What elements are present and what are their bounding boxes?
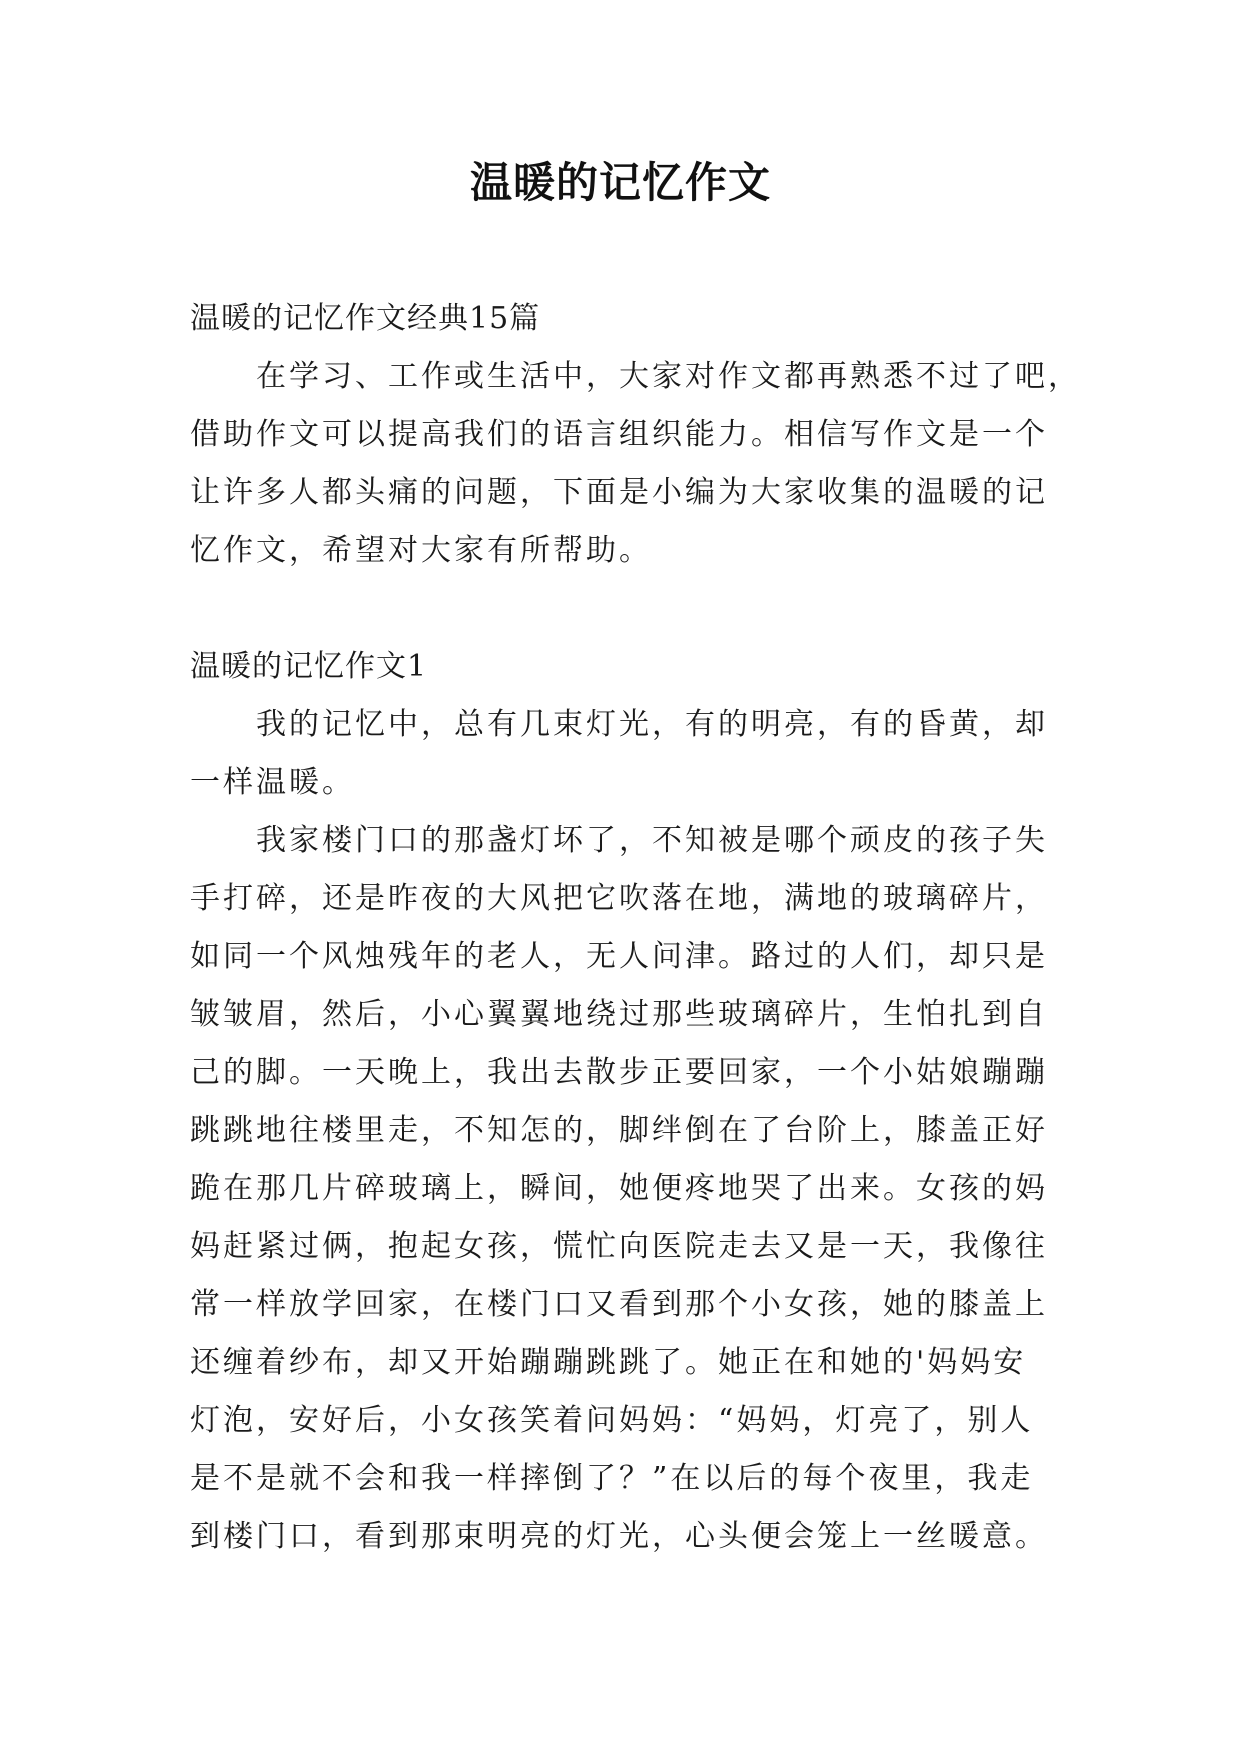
essay-line: 常一样放学回家，在楼门口又看到那个小女孩，她的膝盖上 bbox=[190, 1287, 1048, 1322]
intro-line: 让许多人都头痛的问题，下面是小编为大家收集的温暖的记 bbox=[190, 475, 1048, 510]
essay-heading: 温暖的记忆作文1 bbox=[190, 649, 428, 684]
collection-heading: 温暖的记忆作文经典15篇 bbox=[190, 301, 541, 336]
essay-line: 手打碎，还是昨夜的大风把它吹落在地，满地的玻璃碎片， bbox=[190, 881, 1048, 916]
essay-line: 是不是就不会和我一样摔倒了？”在以后的每个夜里，我走 bbox=[190, 1461, 1034, 1496]
paragraph-gap bbox=[190, 580, 1070, 638]
essay-line: 我家楼门口的那盏灯坏了，不知被是哪个顽皮的孩子失 bbox=[256, 823, 1048, 858]
intro-line: 借助作文可以提高我们的语言组织能力。相信写作文是一个 bbox=[190, 417, 1048, 452]
essay-line: 如同一个风烛残年的老人，无人问津。路过的人们，却只是 bbox=[190, 939, 1048, 974]
essay-line: 跳跳地往楼里走，不知怎的，脚绊倒在了台阶上，膝盖正好 bbox=[190, 1113, 1048, 1148]
intro-line: 在学习、工作或生活中，大家对作文都再熟悉不过了吧， bbox=[256, 359, 1081, 394]
essay-line: 一样温暖。 bbox=[190, 765, 355, 800]
essay-line: 己的脚。一天晚上，我出去散步正要回家，一个小姑娘蹦蹦 bbox=[190, 1055, 1048, 1090]
intro-line: 忆作文，希望对大家有所帮助。 bbox=[190, 533, 652, 568]
essay-line: 还缠着纱布，却又开始蹦蹦跳跳了。她正在和她的'妈妈安 bbox=[190, 1345, 1027, 1380]
document-body bbox=[190, 290, 1081, 1566]
essay-line: 到楼门口，看到那束明亮的灯光，心头便会笼上一丝暖意。 bbox=[190, 1519, 1048, 1554]
essay-line: 跪在那几片碎玻璃上，瞬间，她便疼地哭了出来。女孩的妈 bbox=[190, 1171, 1048, 1206]
document-title: 温暖的记忆作文 bbox=[469, 158, 771, 207]
essay-line: 我的记忆中，总有几束灯光，有的明亮，有的昏黄，却 bbox=[256, 707, 1048, 742]
essay-line: 灯泡，安好后，小女孩笑着问妈妈：“妈妈，灯亮了，别人 bbox=[190, 1403, 1034, 1438]
essay-line: 妈赶紧过俩，抱起女孩，慌忙向医院走去又是一天，我像往 bbox=[190, 1229, 1048, 1264]
essay-line: 皱皱眉，然后，小心翼翼地绕过那些玻璃碎片，生怕扎到自 bbox=[190, 997, 1048, 1032]
